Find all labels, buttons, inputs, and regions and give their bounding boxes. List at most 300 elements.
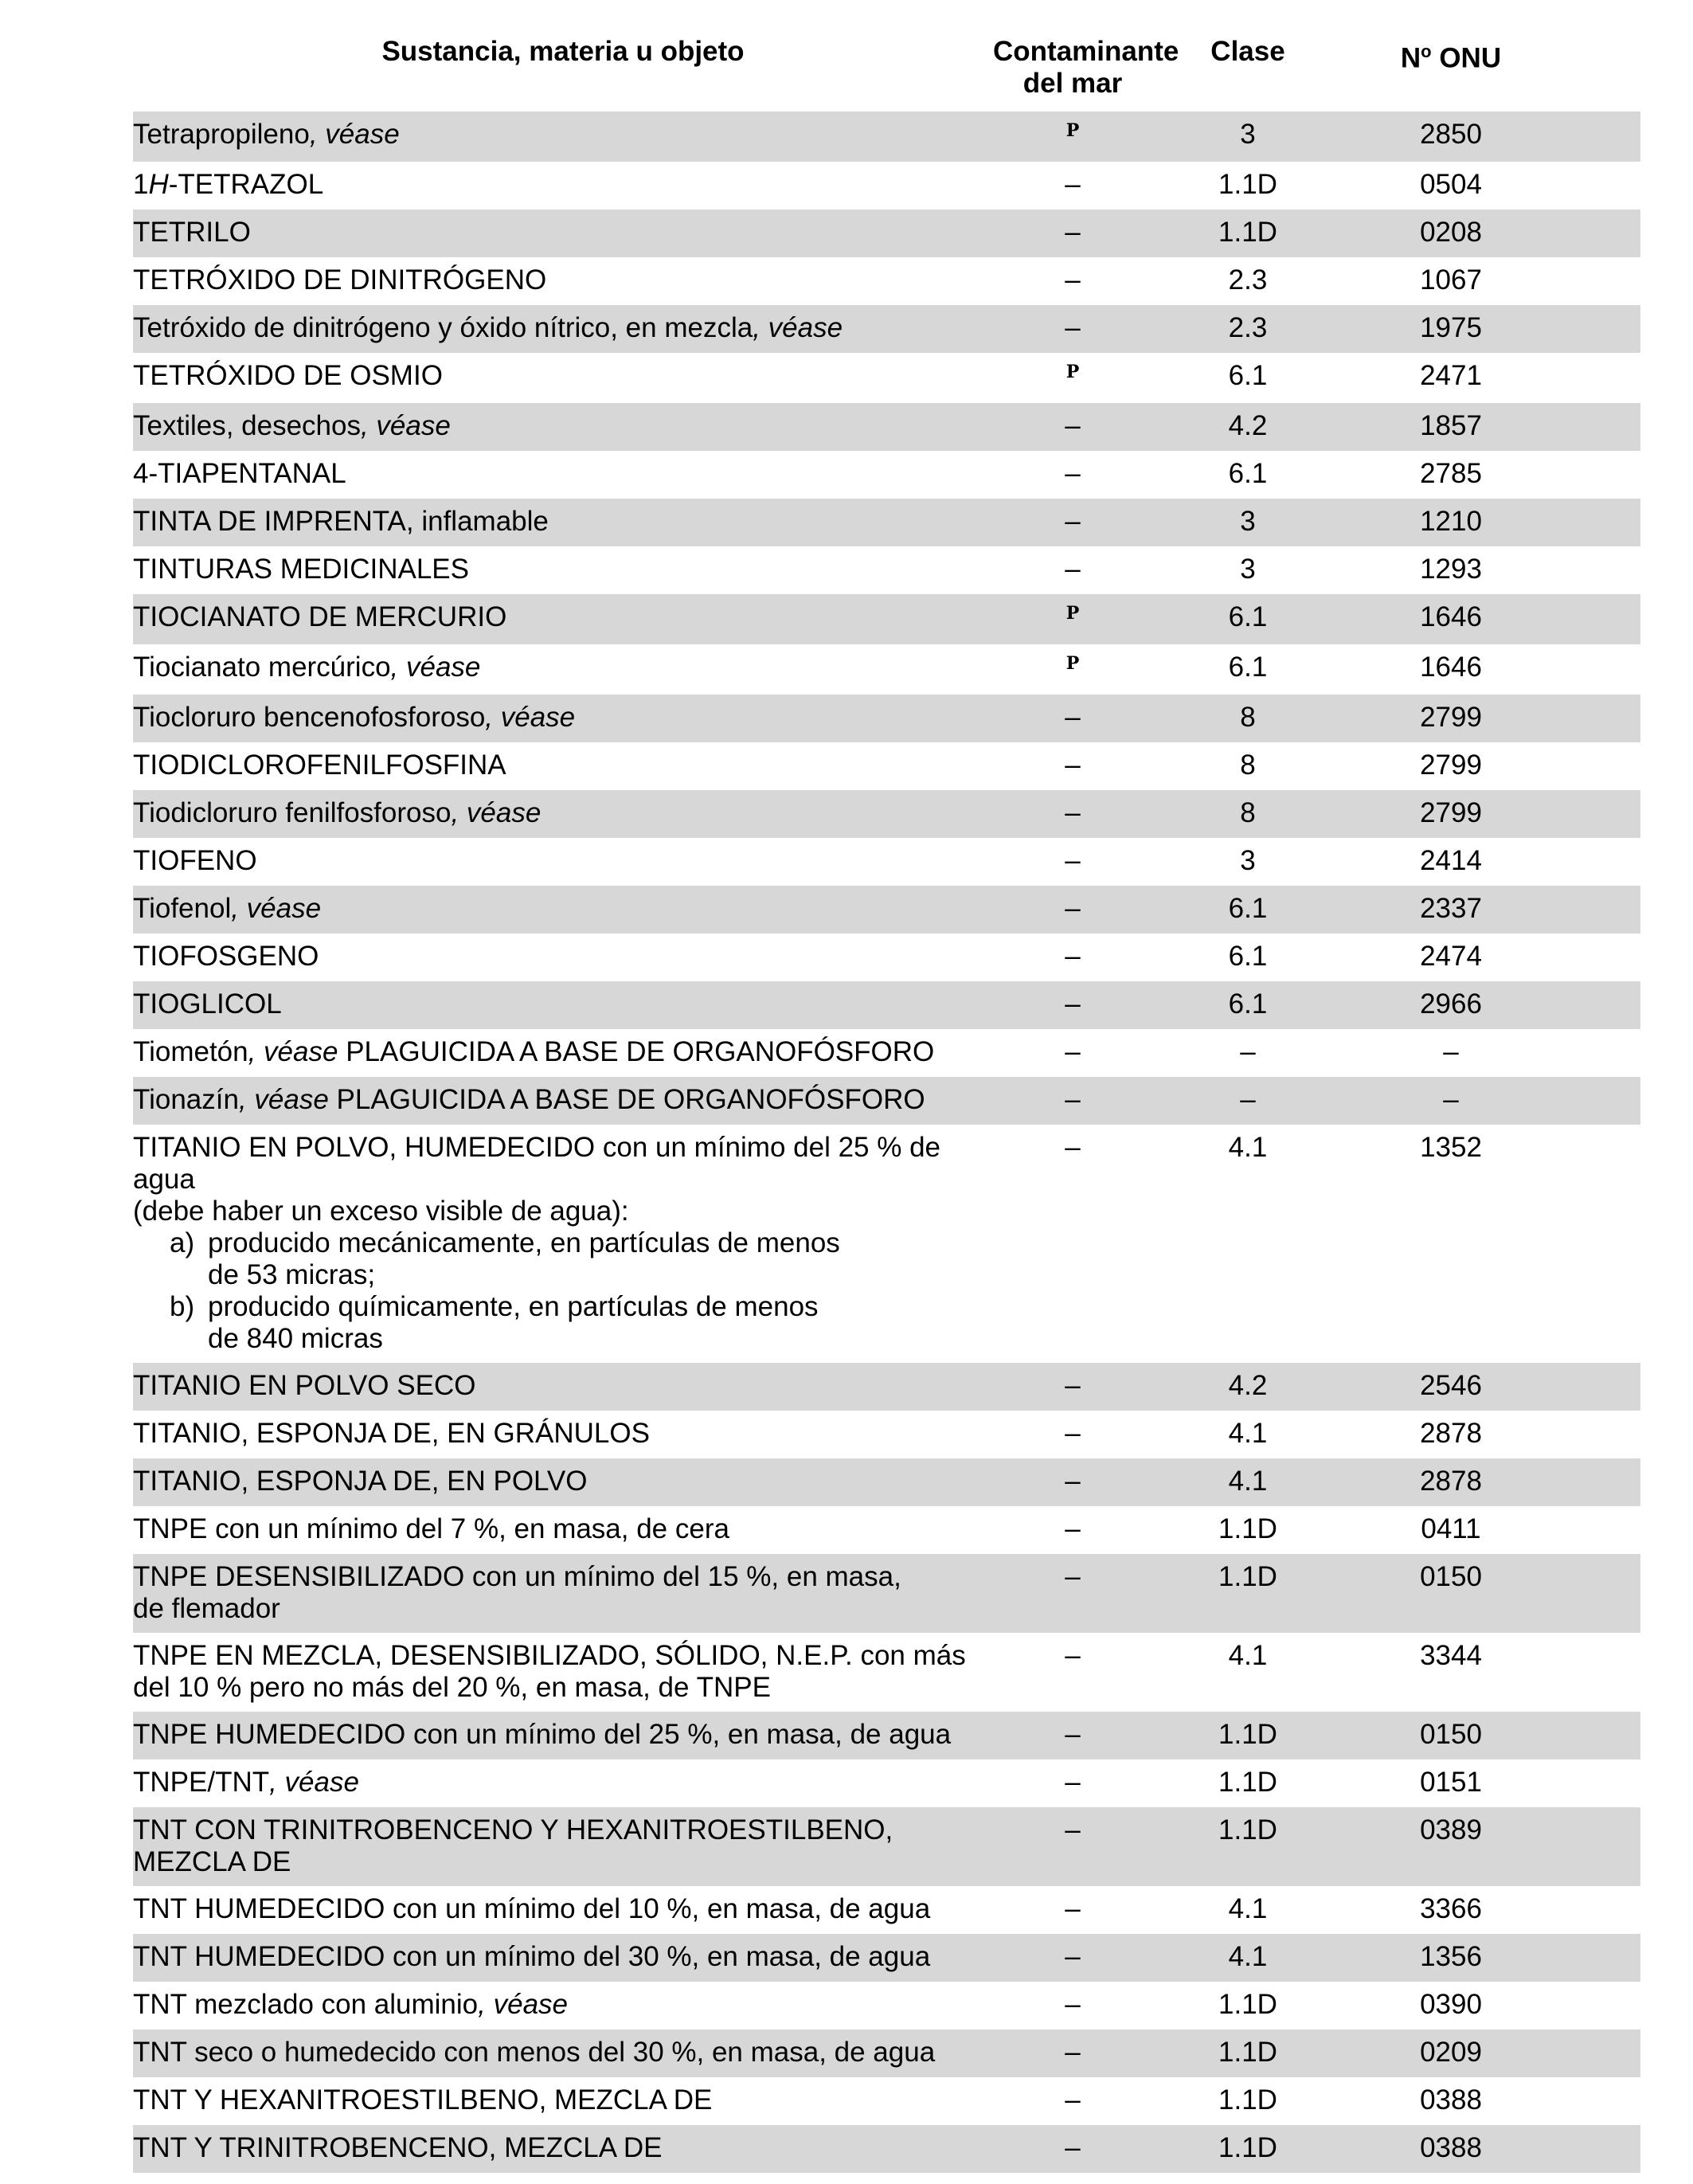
substance-name: TNT HUMEDECIDO con un mínimo del 10 %, en masa, de agua xyxy=(133,1893,931,1924)
table-row xyxy=(133,112,1640,162)
substance-line xyxy=(133,1561,993,1593)
substance-cell xyxy=(133,264,993,297)
un-number-cell: 0150 xyxy=(1420,1561,1482,1592)
un-number-cell: 2850 xyxy=(1420,119,1482,150)
substance-line xyxy=(133,1084,993,1116)
substance-cell xyxy=(133,119,993,154)
marine-pollutant-cell xyxy=(993,458,1152,491)
vease-reference: , véase xyxy=(360,410,451,441)
un-number-cell: 0388 xyxy=(1420,2132,1482,2163)
substance-line xyxy=(133,1036,993,1068)
substance-name: TNT CON TRINITROBENCENO Y HEXANITROESTILBENO, xyxy=(133,1814,893,1845)
class-cell: 3 xyxy=(1240,554,1256,585)
un-number-cell: 0151 xyxy=(1420,1767,1482,1798)
class-cell: 6.1 xyxy=(1228,652,1268,683)
substance-name: TETRILO xyxy=(133,217,251,248)
un-number-cell: 1646 xyxy=(1420,601,1482,632)
table-row xyxy=(133,1363,1640,1411)
table-row xyxy=(133,1633,1640,1712)
un-number-cell: – xyxy=(1443,1036,1459,1067)
un-number-cell: 2414 xyxy=(1420,845,1482,876)
substance-cell xyxy=(133,1719,993,1752)
marine-pollutant-value: – xyxy=(1065,941,1081,972)
substance-name: Tetróxido de dinitrógeno y óxido nítrico, en mezcla xyxy=(133,312,753,343)
substance-name: 4-TIAPENTANAL xyxy=(133,458,346,489)
substance-name: TITANIO EN POLVO, HUMEDECIDO con un mínimo del 25 % de agua xyxy=(133,1132,941,1195)
marine-pollutant-cell xyxy=(993,1513,1152,1546)
class-cell: 4.1 xyxy=(1228,1418,1268,1449)
subitem-text-line2: de 53 micras; xyxy=(208,1259,376,1290)
substance-name: TETRÓXIDO DE DINITRÓGENO xyxy=(133,264,547,296)
substance-name: Tiocianato mercúrico xyxy=(133,652,391,683)
marine-pollutant-value: – xyxy=(1065,1418,1081,1449)
marine-pollutant-value: – xyxy=(1065,1132,1081,1163)
substance-name: TITANIO, ESPONJA DE, EN POLVO xyxy=(133,1466,588,1497)
class-cell: 3 xyxy=(1240,119,1256,150)
table-row xyxy=(133,886,1640,933)
substance-cell xyxy=(133,554,993,586)
marine-pollutant-cell xyxy=(993,2037,1152,2069)
marine-pollutant-cell xyxy=(993,1893,1152,1926)
substance-name: TNT Y TRINITROBENCENO, MEZCLA DE xyxy=(133,2132,663,2163)
substance-line xyxy=(133,1132,993,1196)
substance-line xyxy=(133,410,993,442)
substance-line xyxy=(133,1466,993,1497)
class-cell: 8 xyxy=(1240,797,1256,828)
substance-line xyxy=(133,1418,993,1450)
table-row xyxy=(133,1807,1640,1886)
marine-pollutant-cell xyxy=(993,652,1152,687)
substance-line xyxy=(133,169,993,201)
marine-pollutant-value: – xyxy=(1065,217,1081,248)
substance-name: TIOFENO xyxy=(133,845,257,876)
marine-pollutant-cell xyxy=(993,750,1152,782)
substance-line xyxy=(133,360,993,392)
vease-reference: , véase xyxy=(451,797,542,828)
table-row xyxy=(133,2125,1640,2173)
class-cell: 8 xyxy=(1240,750,1256,781)
table-row xyxy=(133,1125,1640,1363)
marine-pollutant-value: – xyxy=(1065,1941,1081,1972)
marine-pollutant-value: – xyxy=(1065,312,1081,343)
substance-cell xyxy=(133,941,993,973)
un-number-cell: 0389 xyxy=(1420,1814,1482,1845)
table-row xyxy=(133,742,1640,790)
substance-line xyxy=(133,1513,993,1545)
subitem-label: b) xyxy=(170,1291,195,1322)
substance-line xyxy=(133,458,993,490)
substance-name: Tiocloruro bencenofosforoso xyxy=(133,702,486,733)
table-body xyxy=(133,112,1640,2173)
substance-cell xyxy=(133,1466,993,1498)
substance-line-2: (debe haber un exceso visible de agua): xyxy=(133,1196,629,1227)
substance-line xyxy=(133,312,993,344)
class-cell: 4.1 xyxy=(1228,1893,1268,1924)
substance-cell xyxy=(133,1513,993,1546)
substance-name: TINTURAS MEDICINALES xyxy=(133,554,469,585)
substance-line xyxy=(133,1640,993,1672)
table-row xyxy=(133,1029,1640,1077)
class-cell: 1.1D xyxy=(1218,1989,1277,2020)
substance-line xyxy=(133,119,993,151)
class-cell: 1.1D xyxy=(1218,1561,1277,1592)
table-row xyxy=(133,162,1640,209)
marine-pollutant-mark: P xyxy=(1065,120,1080,141)
marine-pollutant-value: – xyxy=(1065,1466,1081,1497)
un-number-cell: 3344 xyxy=(1420,1640,1482,1671)
substance-cell xyxy=(133,601,993,636)
marine-pollutant-cell xyxy=(993,169,1152,202)
substance-line xyxy=(133,988,993,1020)
marine-pollutant-value: – xyxy=(1065,845,1081,876)
un-number-cell: – xyxy=(1443,1084,1459,1115)
marine-pollutant-value: – xyxy=(1065,506,1081,537)
substance-name: TNT Y HEXANITROESTILBENO, MEZCLA DE xyxy=(133,2084,713,2116)
substance-name-part: -TETRAZOL xyxy=(168,169,324,200)
marine-pollutant-value: – xyxy=(1065,893,1081,924)
table-row xyxy=(133,209,1640,257)
table-row xyxy=(133,305,1640,353)
vease-reference: , véase xyxy=(248,1036,338,1067)
substance-name: TIOFOSGENO xyxy=(133,941,319,972)
marine-pollutant-cell xyxy=(993,988,1152,1021)
marine-pollutant-cell xyxy=(993,2132,1152,2165)
marine-pollutant-value: – xyxy=(1065,1561,1081,1592)
substance-name: TIOCIANATO DE MERCURIO xyxy=(133,601,507,632)
un-number-cell: 0390 xyxy=(1420,1989,1482,2020)
subitem-text xyxy=(208,1227,993,1291)
class-cell: 1.1D xyxy=(1218,169,1277,200)
class-cell: 2.3 xyxy=(1228,312,1268,343)
substance-name: TNT HUMEDECIDO con un mínimo del 30 %, en masa, de agua xyxy=(133,1941,931,1972)
marine-pollutant-value: – xyxy=(1065,2037,1081,2068)
marine-pollutant-value: – xyxy=(1065,2132,1081,2163)
un-number-cell: 2799 xyxy=(1420,750,1482,781)
header-substance-label: Sustancia, materia u objeto xyxy=(381,36,745,67)
class-cell: 4.1 xyxy=(1228,1640,1268,1671)
substance-name: Textiles, desechos xyxy=(133,410,361,441)
un-number-cell: 3366 xyxy=(1420,1893,1482,1924)
marine-pollutant-cell xyxy=(993,217,1152,249)
class-cell: 3 xyxy=(1240,845,1256,876)
substance-cell xyxy=(133,797,993,830)
marine-pollutant-cell xyxy=(993,702,1152,734)
table-row xyxy=(133,838,1640,886)
marine-pollutant-value: – xyxy=(1065,1893,1081,1924)
substance-line xyxy=(133,2132,993,2164)
table-row xyxy=(133,353,1640,403)
un-number-cell: 0209 xyxy=(1420,2037,1482,2068)
class-cell: 6.1 xyxy=(1228,893,1268,924)
vease-reference: , véase xyxy=(231,893,322,924)
marine-pollutant-cell xyxy=(993,1640,1152,1704)
class-cell: 6.1 xyxy=(1228,941,1268,972)
marine-pollutant-cell xyxy=(993,1132,1152,1355)
marine-pollutant-cell xyxy=(993,410,1152,443)
marine-pollutant-value: – xyxy=(1065,1370,1081,1401)
marine-pollutant-value: – xyxy=(1065,1814,1081,1845)
un-number-cell: 2546 xyxy=(1420,1370,1482,1401)
substance-line xyxy=(133,2084,993,2116)
vease-reference: , véase xyxy=(238,1084,329,1115)
table-row xyxy=(133,499,1640,546)
substance-name: TNT seco o humedecido con menos del 30 %, en masa, de agua xyxy=(133,2037,936,2068)
substance-cell xyxy=(133,1893,993,1926)
marine-pollutant-value: – xyxy=(1065,554,1081,585)
un-number-cell: 0208 xyxy=(1420,217,1482,248)
substance-name: TNPE con un mínimo del 7 %, en masa, de cera xyxy=(133,1513,729,1544)
substance-name: Tetrapropileno xyxy=(133,119,310,150)
marine-pollutant-value: – xyxy=(1065,988,1081,1020)
class-cell: 4.2 xyxy=(1228,1370,1268,1401)
substance-line xyxy=(133,217,993,249)
marine-pollutant-value: – xyxy=(1065,410,1081,441)
un-number-cell: 1356 xyxy=(1420,1941,1482,1972)
substance-line xyxy=(133,1989,993,2021)
header-substance xyxy=(133,32,993,112)
table-row xyxy=(133,451,1640,499)
substance-cell xyxy=(133,1036,993,1069)
substance-cell xyxy=(133,506,993,538)
vease-reference: , véase xyxy=(309,119,400,150)
subitem-text-line1: producido químicamente, en partículas de menos xyxy=(208,1291,819,1322)
header-class: Clase xyxy=(1210,36,1285,67)
substance-name: Tiodicloruro fenilfosforoso xyxy=(133,797,452,828)
substance-cell xyxy=(133,312,993,345)
header-marine-pollutant-line1: Contaminante xyxy=(993,36,1179,67)
substance-line xyxy=(133,750,993,781)
table-row xyxy=(133,257,1640,305)
table-row xyxy=(133,2029,1640,2077)
substance-name-part: 1 xyxy=(133,169,149,200)
class-cell: 4.1 xyxy=(1228,1132,1268,1163)
marine-pollutant-cell xyxy=(993,797,1152,830)
marine-pollutant-value: – xyxy=(1065,1719,1081,1750)
marine-pollutant-value: – xyxy=(1065,264,1081,296)
class-cell: 4.1 xyxy=(1228,1941,1268,1972)
class-cell: – xyxy=(1240,1084,1256,1115)
substance-line xyxy=(133,554,993,585)
substance-name: Tiometón xyxy=(133,1036,248,1067)
marine-pollutant-cell xyxy=(993,119,1152,154)
substance-cell xyxy=(133,1418,993,1450)
marine-pollutant-cell xyxy=(993,2084,1152,2117)
substance-line xyxy=(133,1814,993,1846)
substance-name: TETRÓXIDO DE OSMIO xyxy=(133,360,443,391)
substance-line xyxy=(133,1941,993,1973)
marine-pollutant-value: – xyxy=(1065,2084,1081,2116)
substance-line xyxy=(133,1767,993,1798)
marine-pollutant-cell xyxy=(993,1370,1152,1403)
substance-line xyxy=(133,601,993,633)
substance-line-2: MEZCLA DE xyxy=(133,1846,291,1877)
marine-pollutant-cell xyxy=(993,1941,1152,1974)
table-row xyxy=(133,981,1640,1029)
un-number-cell: 0504 xyxy=(1420,169,1482,200)
un-number-cell: 1975 xyxy=(1420,312,1482,343)
substance-cell xyxy=(133,1767,993,1799)
marine-pollutant-value: – xyxy=(1065,1084,1081,1115)
marine-pollutant-cell xyxy=(993,360,1152,395)
marine-pollutant-value: – xyxy=(1065,1767,1081,1798)
table-row xyxy=(133,1411,1640,1458)
dangerous-goods-index-page xyxy=(133,32,1640,2173)
marine-pollutant-cell xyxy=(993,1719,1152,1752)
substance-name: Tiofenol xyxy=(133,893,232,924)
table-row xyxy=(133,695,1640,742)
table-header xyxy=(133,32,1640,112)
substance-cell xyxy=(133,1132,993,1355)
substance-line-2: del 10 % pero no más del 20 %, en masa, de TNPE xyxy=(133,1672,771,1703)
header-un-number xyxy=(1343,32,1558,112)
substance-cell xyxy=(133,2084,993,2117)
subitem-text xyxy=(208,1291,993,1355)
marine-pollutant-cell xyxy=(993,264,1152,297)
class-cell: 1.1D xyxy=(1218,2132,1277,2163)
class-cell: 1.1D xyxy=(1218,1719,1277,1750)
marine-pollutant-cell xyxy=(993,1814,1152,1878)
substance-subitem xyxy=(133,1291,993,1355)
substance-name: TIOGLICOL xyxy=(133,988,282,1020)
substance-cell xyxy=(133,893,993,926)
un-number-cell: 1293 xyxy=(1420,554,1482,585)
table-row xyxy=(133,644,1640,695)
class-cell: 1.1D xyxy=(1218,1513,1277,1544)
substance-line xyxy=(133,264,993,296)
marine-pollutant-value: – xyxy=(1065,750,1081,781)
marine-pollutant-cell xyxy=(993,312,1152,345)
substance-name: TIODICLOROFENILFOSFINA xyxy=(133,750,506,781)
un-number-cell: 2799 xyxy=(1420,797,1482,828)
table-row xyxy=(133,403,1640,451)
un-number-cell: 2966 xyxy=(1420,988,1482,1020)
marine-pollutant-cell xyxy=(993,554,1152,586)
table-row xyxy=(133,1554,1640,1633)
marine-pollutant-cell xyxy=(993,1418,1152,1450)
subitem-text-line2: de 840 micras xyxy=(208,1323,383,1354)
substance-name: TITANIO EN POLVO SECO xyxy=(133,1370,476,1401)
marine-pollutant-value: – xyxy=(1065,1036,1081,1067)
substance-cell xyxy=(133,1814,993,1878)
table-row xyxy=(133,1712,1640,1759)
class-cell: 1.1D xyxy=(1218,1814,1277,1845)
un-number-cell: 1857 xyxy=(1420,410,1482,441)
substance-cell xyxy=(133,652,993,687)
marine-pollutant-cell xyxy=(993,1036,1152,1069)
substance-line xyxy=(133,941,993,973)
table-row xyxy=(133,933,1640,981)
substance-cell xyxy=(133,1370,993,1403)
substance-line xyxy=(133,1719,993,1751)
marine-pollutant-cell xyxy=(993,893,1152,926)
cross-reference: PLAGUICIDA A BASE DE ORGANOFÓSFORO xyxy=(328,1084,925,1115)
substance-line xyxy=(133,893,993,925)
marine-pollutant-cell xyxy=(993,1989,1152,2022)
un-number-cell: 2785 xyxy=(1420,458,1482,489)
marine-pollutant-cell xyxy=(993,1561,1152,1625)
table-row xyxy=(133,2077,1640,2125)
class-cell: 4.2 xyxy=(1228,410,1268,441)
class-cell: 8 xyxy=(1240,702,1256,733)
substance-cell xyxy=(133,360,993,395)
substance-cell xyxy=(133,1561,993,1625)
vease-reference: , véase xyxy=(478,1989,569,2020)
vease-reference: , véase xyxy=(390,652,481,683)
un-number-cell: 2799 xyxy=(1420,702,1482,733)
substance-cell xyxy=(133,410,993,443)
marine-pollutant-mark: P xyxy=(1065,653,1080,674)
substance-cell xyxy=(133,702,993,734)
header-un-suffix: ONU xyxy=(1431,42,1502,74)
table-row xyxy=(133,1759,1640,1807)
marine-pollutant-mark: P xyxy=(1065,603,1080,624)
marine-pollutant-mark: P xyxy=(1065,362,1080,382)
class-cell: 2.3 xyxy=(1228,264,1268,296)
substance-cell xyxy=(133,845,993,878)
class-cell: 1.1D xyxy=(1218,2084,1277,2116)
header-un-prefix: N xyxy=(1400,42,1421,74)
substance-cell xyxy=(133,2132,993,2165)
marine-pollutant-value: – xyxy=(1065,1640,1081,1671)
substance-name: TNPE EN MEZCLA, DESENSIBILIZADO, SÓLIDO, N.E.P. con más xyxy=(133,1640,966,1671)
un-number-cell: 0411 xyxy=(1421,1513,1481,1544)
class-cell: 4.1 xyxy=(1228,1466,1268,1497)
substance-cell xyxy=(133,217,993,249)
substance-name: TINTA DE IMPRENTA, inflamable xyxy=(133,506,549,537)
substance-cell xyxy=(133,750,993,782)
substance-cell xyxy=(133,1640,993,1704)
substance-cell xyxy=(133,988,993,1021)
class-cell: 1.1D xyxy=(1218,1767,1277,1798)
substance-name: TNPE DESENSIBILIZADO con un mínimo del 15 %, en masa, xyxy=(133,1561,901,1592)
substance-name: Tionazín xyxy=(133,1084,239,1115)
header-marine-pollutant xyxy=(993,32,1179,112)
marine-pollutant-value: – xyxy=(1065,458,1081,489)
table-row xyxy=(133,1077,1640,1125)
marine-pollutant-cell xyxy=(993,941,1152,973)
substance-name: TNPE HUMEDECIDO con un mínimo del 25 %, en masa, de agua xyxy=(133,1719,952,1750)
vease-reference: , véase xyxy=(269,1767,359,1798)
cross-reference: PLAGUICIDA A BASE DE ORGANOFÓSFORO xyxy=(338,1036,935,1067)
substance-line-2: de flemador xyxy=(133,1593,280,1624)
un-number-cell: 2878 xyxy=(1420,1418,1482,1449)
class-cell: 6.1 xyxy=(1228,988,1268,1020)
substance-line xyxy=(133,1370,993,1402)
table-row xyxy=(133,594,1640,644)
marine-pollutant-value: – xyxy=(1065,797,1081,828)
table-row xyxy=(133,1458,1640,1506)
marine-pollutant-value: – xyxy=(1065,1513,1081,1544)
substance-line xyxy=(133,506,993,538)
table-row xyxy=(133,790,1640,838)
substance-cell xyxy=(133,2037,993,2069)
un-number-cell: 2878 xyxy=(1420,1466,1482,1497)
vease-reference: , véase xyxy=(753,312,843,343)
substance-cell xyxy=(133,169,993,202)
marine-pollutant-value: – xyxy=(1065,169,1081,200)
marine-pollutant-cell xyxy=(993,845,1152,878)
table-row xyxy=(133,1886,1640,1934)
class-cell: – xyxy=(1240,1036,1256,1067)
un-number-cell: 0150 xyxy=(1420,1719,1482,1750)
substance-line xyxy=(133,652,993,683)
substance-cell xyxy=(133,1941,993,1974)
class-cell: 1.1D xyxy=(1218,2037,1277,2068)
class-cell: 1.1D xyxy=(1218,217,1277,248)
vease-reference: , véase xyxy=(485,702,576,733)
substance-name: TNT mezclado con aluminio xyxy=(133,1989,479,2020)
un-number-cell: 2471 xyxy=(1420,360,1482,391)
